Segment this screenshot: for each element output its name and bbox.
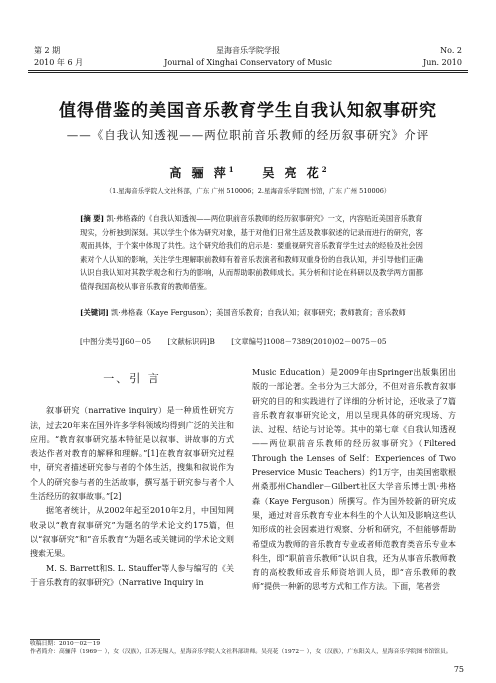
body-paragraph: M. S. Barrett和S. L. Stauffer等人参与编写的《关于音乐教育的叙事研究》（Narrative Inquiry in <box>30 563 234 587</box>
keywords-text: 凯·弗格森（Kaye Ferguson）；美国音乐教育；自我认知；叙事研究；教师教育；音乐教师 <box>111 308 406 317</box>
author-1: 高 骊 萍 <box>169 166 229 180</box>
body-paragraph: Music Education）是2009年由Springer出版集团出版的一部论著。全书分为三大部分，不但对音乐教育叙事研究的目的和实践进行了详细的分析讨论，还收录了7篇音乐教育叙事研究论文，用以呈现具体的研究现场、方法、过程、结论与讨论等。其中的第七章《自我认知透视——两位职前音乐教师的经历叙事研究》（Filtered Through the Lenses of Self：Experiences of Two Preservice Music Teachers）约1万字，由美国密歇根州桑那州Chandler－Gilbert社区大学音乐博士凯·弗格森（Kaye Ferguson）所撰写。作为国外较新的研究成果，通过对音乐教育专业本科生的个人认知及影响这些认知形成的社会因素进行观察、分析和研究，不但能够帮助希望成为教师的音乐教育专业或者师范教育类音乐专业本科生，即“职前音乐教师”认识自我，还为从事音乐教师教育的高校教师或音乐师资培训人员，即“音乐教师的教师”提供一种新的思考方式和工作方法。下面，笔者尝 <box>252 368 456 592</box>
body-column-right <box>252 366 456 595</box>
issue-date: 2010 年 6 月 <box>34 58 84 67</box>
abstract-label: [摘 要] <box>80 214 105 223</box>
header-rule-2 <box>28 72 468 73</box>
author-1-sup: 1 <box>228 165 234 174</box>
abstract-text: 凯·弗格森的《自我认知透视——两位职前音乐教师的经历叙事研究》一文，内容贴近美国音乐教育现实，分析独到深刻。其以学生个体为研究对象，基于对他们日常生活及教事叙述的记录而进行的研究，客观而具体，于个案中体现了共性。这个研究给我们的启示是：要重视研究音乐教育学生过去的经验及社会因素对个人认知的影响，关注学生理解职前教师有着音乐表演者和教师双重身份的自我认知，并引导他们正确认识自我认知对其教学观念和行为的影响，从而帮助职前教师成长。其分析和讨论在科研以及教学两方面都值得我国高校从事音乐教育的教师借鉴。 <box>80 214 423 291</box>
footnote <box>30 641 460 656</box>
author-bio: 作者简介：高骊萍（1969－ ），女（汉族），江苏无锡人，星海音乐学院人文社科部讲师。吴亮花（1972－ ），女（汉族），广东阳关人，星海音乐学院图书馆馆员。 <box>30 648 452 655</box>
author-2-sup: 2 <box>321 165 327 174</box>
clc-number: [中图分类号]J60－05 <box>80 337 151 346</box>
header-rule-1 <box>28 70 468 71</box>
document-code: [文献标识码]B <box>167 337 215 346</box>
footnote-rule <box>30 639 100 640</box>
keywords-label: [关键词] <box>80 308 109 317</box>
issue-date-en: Jun. 2010 <box>423 58 462 67</box>
section-heading: 一、引 言 <box>103 372 161 385</box>
affiliation: （1.星海音乐学院人文社科部，广东 广州 510006；2.星海音乐学院图书馆，广东 广州 510006） <box>105 187 391 195</box>
classification-line <box>80 337 401 347</box>
issue-number-en: No. 2 <box>440 46 462 55</box>
abstract <box>80 212 428 293</box>
journal-name-cn: 星海音乐学院学报 <box>216 46 280 55</box>
received-date: 收稿日期：2010－02－19 <box>30 641 101 647</box>
page-number: 75 <box>453 665 464 674</box>
author-2: 吴 亮 花 <box>262 166 322 180</box>
journal-name-en: Journal of Xinghai Conservatory of Music <box>164 58 332 67</box>
article-subtitle: ——《自我认知透视——两位职前音乐教师的经历叙事研究》介评 <box>66 128 430 142</box>
keywords <box>80 306 428 320</box>
issue-label: 第 2 期 <box>34 46 61 55</box>
author-line <box>0 164 496 181</box>
article-number: [文章编号]1008－7389(2010)02－0075－05 <box>231 337 387 346</box>
article-title: 值得借鉴的美国音乐教育学生自我认知叙事研究 <box>59 101 437 121</box>
body-paragraph: 叙事研究（narrative inquiry）是一种质性研究方法，过去20年来在国外许多学科领域均得到广泛的关注和应用。“教育叙事研究基本特征是以叙事、讲故事的方式表达作者对教育的解释和理解。”[1]在教育叙事研究过程中，研究者描述研究参与者的个体生活，搜集和叙说作为个人的研究参与者的生活故事，撰写基于研究参与者个人生活经历的叙事故事。”[2] <box>30 406 234 502</box>
body-column-left <box>30 366 234 590</box>
body-paragraph: 据笔者统计，从2002年起至2010年2月，中国知网收录以“教育叙事研究”为题名的学术论文约175篇，但以“叙事研究”和“音乐教育”为题名或关键词的学术论文则搜索无果。 <box>30 506 234 559</box>
